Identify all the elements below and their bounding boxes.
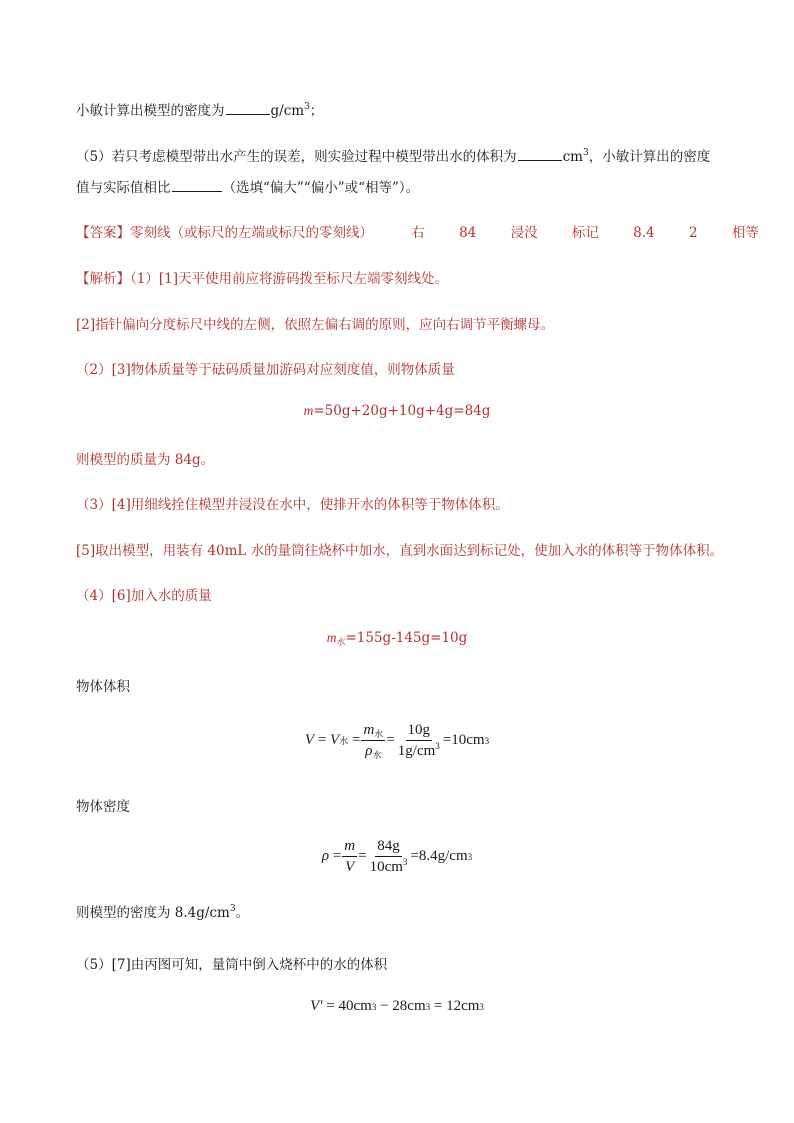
answer-item: 零刻线（或标尺的左端或标尺的零刻线） xyxy=(130,225,373,241)
fraction xyxy=(368,838,410,875)
analysis-p9: 物体密度 xyxy=(76,799,130,815)
frac-den: 10cm xyxy=(369,859,403,875)
analysis-p3: （2）[3]物体质量等于砝码质量加游码对应刻度值，则物体质量 xyxy=(76,362,455,378)
eq-lhs: V′ xyxy=(310,998,323,1014)
q4-end: ； xyxy=(309,103,324,119)
q5-text-d: （选填“偏大”“偏小”或“相等”）。 xyxy=(222,180,420,196)
answer-item: 标记 xyxy=(571,225,599,241)
answer-line xyxy=(76,223,759,243)
analysis-text: （1）[1]天平使用前应将游码拨至标尺左端零刻线处。 xyxy=(130,271,448,287)
answer-item: 相等 xyxy=(731,225,759,241)
frac-den-sup: 3 xyxy=(402,857,408,867)
answer-blank[interactable] xyxy=(226,100,270,115)
q4-density-line xyxy=(76,100,323,121)
equation-volume: V = V 水 = $\frac{m_水}{\rho_水}$ = $\frac{10g}{1g/cm^3}$ =10cm 3 xyxy=(304,722,490,760)
eq-sub: 水 xyxy=(336,638,346,648)
q5-unit-sup: 3 xyxy=(582,148,589,158)
fraction xyxy=(342,838,357,875)
q4-unit: g/cm xyxy=(270,103,305,119)
frac-num: 10g xyxy=(406,722,433,741)
analysis-text: 则模型的密度为 8.4g/cm xyxy=(76,905,230,921)
frac-num-sub: 水 xyxy=(374,729,384,739)
analysis-p2: [2]指针偏向分度标尺中线的左侧，依照左偏右调的原则，应向右调节平衡螺母。 xyxy=(76,317,555,333)
analysis-text-end: 。 xyxy=(235,905,250,921)
equation-mass xyxy=(0,403,794,419)
answer-item: 右 xyxy=(411,225,425,241)
analysis-sup: 3 xyxy=(229,904,236,914)
frac-den-sub: 水 xyxy=(372,750,382,760)
answer-item: 浸没 xyxy=(510,225,538,241)
eq-result: =10cm xyxy=(442,732,485,748)
answer-blank[interactable] xyxy=(518,146,562,161)
answer-item: 8.4 xyxy=(633,225,655,241)
eq-rest: =155g-145g=10g xyxy=(345,630,468,646)
q4-prefix: 小敏计算出模型的密度为 xyxy=(76,103,225,119)
analysis-p1 xyxy=(76,269,448,289)
analysis-p10 xyxy=(76,903,249,923)
eq-lhs: V xyxy=(304,732,315,748)
eq-var: m xyxy=(326,630,337,645)
fraction xyxy=(396,722,442,759)
analysis-p5: （3）[4]用细线拴住模型并浸没在水中，使排开水的体积等于物体体积。 xyxy=(76,497,509,513)
q5-text-a: （5）若只考虑模型带出水产生的误差，则实验过程中模型带出水的体积为 xyxy=(76,149,517,165)
eq-rest: =50g+20g+10g+4g=84g xyxy=(313,403,491,419)
eq-result: =8.4g/cm xyxy=(410,848,468,864)
q5-line1 xyxy=(76,146,710,167)
answer-label: 【答案】 xyxy=(76,225,130,241)
analysis-label: 【解析】 xyxy=(76,271,130,287)
analysis-p7: （4）[6]加入水的质量 xyxy=(76,588,212,604)
frac-num: m xyxy=(342,838,357,857)
eq-mid: V xyxy=(330,732,340,748)
q5-text-b: ，小敏计算出的密度 xyxy=(588,149,711,165)
frac-den: ρ xyxy=(365,743,373,759)
fraction xyxy=(361,722,385,759)
frac-num: m xyxy=(363,722,375,738)
answer-item: 2 xyxy=(688,225,698,241)
q5-line2 xyxy=(76,177,419,198)
eq-var: m xyxy=(303,403,314,418)
frac-den-sup: 3 xyxy=(435,741,440,751)
analysis-p11: （5）[7]由丙图可知，量筒中倒入烧杯中的水的体积 xyxy=(76,957,388,973)
eq-term: 40cm xyxy=(338,998,372,1014)
eq-term: 28cm xyxy=(392,998,426,1014)
analysis-p4: 则模型的质量为 84g。 xyxy=(76,452,215,468)
eq-term: 12cm xyxy=(446,998,480,1014)
equation-volume-poured: V′ = 40cm 3 − 28cm 3 = 12cm 3 xyxy=(310,998,484,1014)
analysis-p6: [5]取出模型，用装有 40mL 水的量筒往烧杯中加水，直到水面达到标记处，使加入水的体积等于物体体积。 xyxy=(76,543,724,559)
analysis-p8: 物体体积 xyxy=(76,679,130,695)
equation-water-mass xyxy=(0,630,794,646)
eq-lhs: ρ xyxy=(321,848,330,864)
frac-den: 1g/cm xyxy=(397,743,436,759)
q5-text-c: 值与实际值相比 xyxy=(76,180,171,196)
equation-density: ρ = $\frac{m}{V}$ = $\frac{84g}{10cm^3}$ =8.4g/cm 3 xyxy=(321,838,473,875)
answer-item: 84 xyxy=(459,225,477,241)
q4-unit-sup: 3 xyxy=(304,102,310,112)
frac-num: 84g xyxy=(375,838,402,857)
answer-blank[interactable] xyxy=(172,177,222,192)
q5-unit: cm xyxy=(562,149,583,165)
frac-den: V xyxy=(345,859,355,875)
